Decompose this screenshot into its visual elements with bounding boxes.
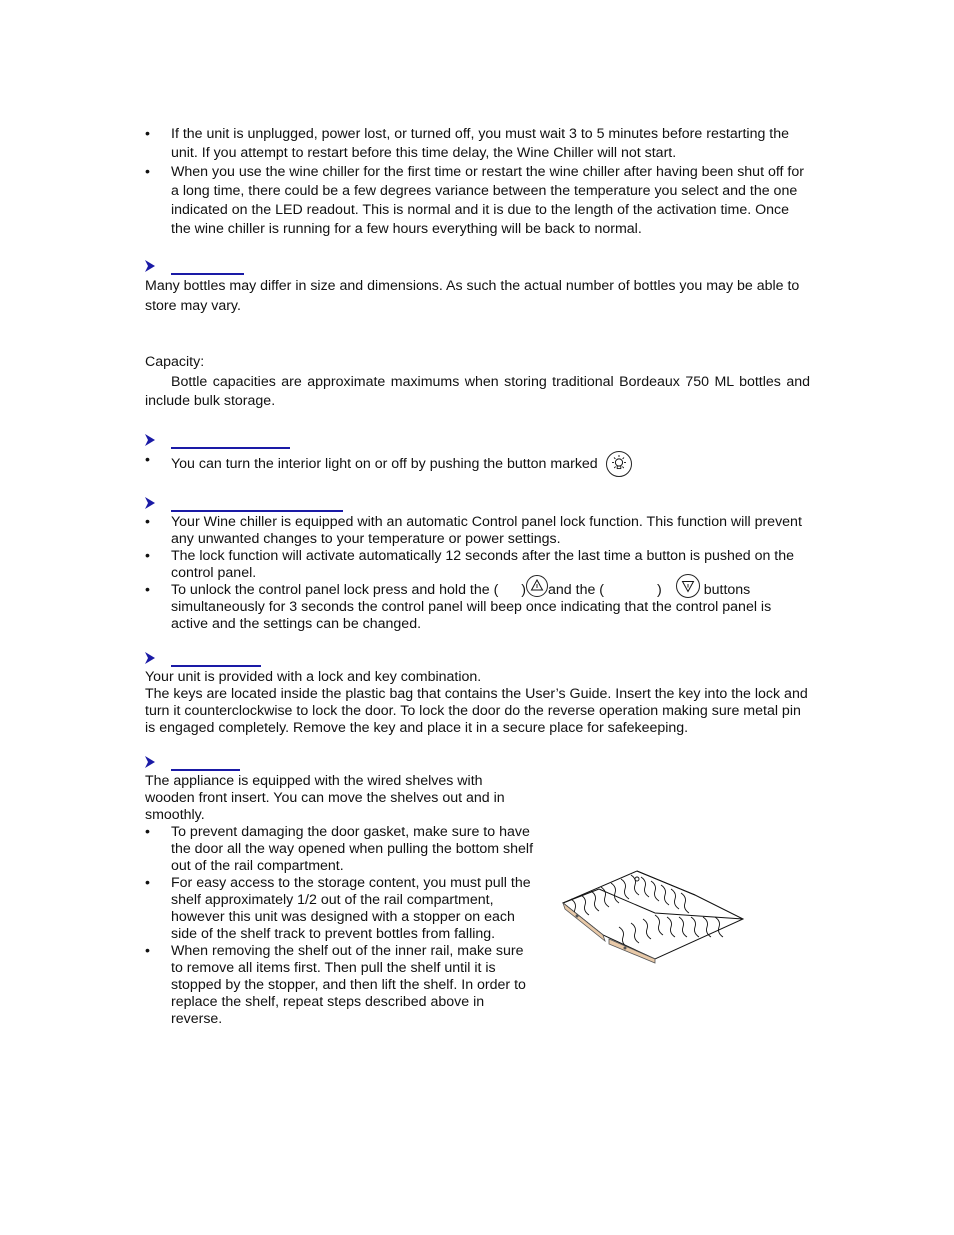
unlock-text-end: buttons <box>703 581 751 598</box>
heading-rule <box>171 273 244 275</box>
arrow-bullet-icon <box>145 652 155 664</box>
manual-page <box>145 125 810 1028</box>
heading-rule <box>171 447 290 449</box>
temp-up-icon <box>526 575 548 597</box>
heading-rule <box>171 510 343 512</box>
shelves-text <box>145 773 535 1028</box>
section-header-control-lock <box>145 497 810 514</box>
shelves-intro: The appliance is equipped with the wired shelves with wooden front insert. You can move the shelves out and in smoothly. <box>145 772 505 823</box>
list-item: • The lock function will activate automatically 12 seconds after the last time a button is pushed on the control panel. <box>145 548 810 582</box>
list-item: • To prevent damaging the door gasket, make sure to have the door all the way opened when pulling the bottom shelf out of the rail compartment. <box>145 824 535 875</box>
wine-shelf-illustration <box>559 869 749 964</box>
unlock-text-cont: simultaneously for 3 seconds the control panel will beep once indicating that the control panel is active and the settings can be changed. <box>171 598 772 632</box>
section-header-door-lock <box>145 652 810 669</box>
control-lock-list <box>145 514 810 633</box>
bottles-text: Many bottles may differ in size and dimensions. As such the actual number of bottles you may be able to store may vary. <box>145 278 800 314</box>
light-text: You can turn the interior light on or off by pushing the button marked <box>171 455 598 472</box>
heading-rule <box>171 665 261 667</box>
list-item <box>145 451 810 477</box>
list-item: • If the unit is unplugged, power lost, or turned off, you must wait 3 to 5 minutes before restarting the unit. If you attempt to restart before this time delay, the Wine Chiller will not start. <box>145 125 810 163</box>
restart-notes <box>145 125 810 239</box>
arrow-bullet-icon <box>145 497 155 509</box>
arrow-bullet-icon <box>145 260 155 272</box>
door-lock-line1: Your unit is provided with a lock and key combination. <box>145 668 482 685</box>
list-item <box>145 582 810 633</box>
section-header-light <box>145 434 810 451</box>
capacity-label: Capacity: <box>145 354 205 370</box>
heading-rule <box>171 769 240 771</box>
light-bulb-icon <box>606 451 632 477</box>
paren-close: ) <box>657 581 662 598</box>
shelves-list <box>145 824 535 1028</box>
paren-close: ) <box>521 581 527 598</box>
shelves-section <box>145 773 810 1028</box>
list-item: • When removing the shelf out of the inner rail, make sure to remove all items first. Then pull the shelf until it is stopped by the stopper, and then lift the shelf. In order to replace the shelf, repeat steps described above in reverse. <box>145 943 535 1028</box>
section-header-bottles <box>145 260 810 277</box>
temp-down-icon <box>676 574 700 598</box>
list-item: • For easy access to the storage content, you must pull the shelf approximately 1/2 out of the rail compartment, however this unit was designed with a stopper on each side of the shelf track to prevent bottles from falling. <box>145 875 535 943</box>
door-lock-line2: The keys are located inside the plastic bag that contains the User’s Guide. Insert the key into the lock and turn it counterclockwise to lock the door. To lock the door do the reverse operation making sure metal pin is engaged completely. Remove the key and place it in a secure place for safekeeping. <box>145 685 808 736</box>
unlock-text-mid: and the ( <box>548 581 605 598</box>
section-header-shelves <box>145 756 810 773</box>
light-list <box>145 451 810 477</box>
list-item: • When you use the wine chiller for the first time or restart the wine chiller after having been shut off for a long time, there could be a few degrees variance between the temperature you select and the one indicated on the LED readout. This is normal and it is due to the length of the activation time. Once the wine chiller is running for a few hours everything will be back to normal. <box>145 163 810 239</box>
list-item: • Your Wine chiller is equipped with an automatic Control panel lock function. This function will prevent any unwanted changes to your temperature or power settings. <box>145 514 810 548</box>
arrow-bullet-icon <box>145 756 155 768</box>
unlock-text: To unlock the control panel lock press and hold the ( <box>171 581 499 598</box>
arrow-bullet-icon <box>145 434 155 446</box>
capacity-text: Bottle capacities are approximate maximums when storing traditional Bordeaux 750 ML bottles and include bulk storage. <box>145 373 810 409</box>
